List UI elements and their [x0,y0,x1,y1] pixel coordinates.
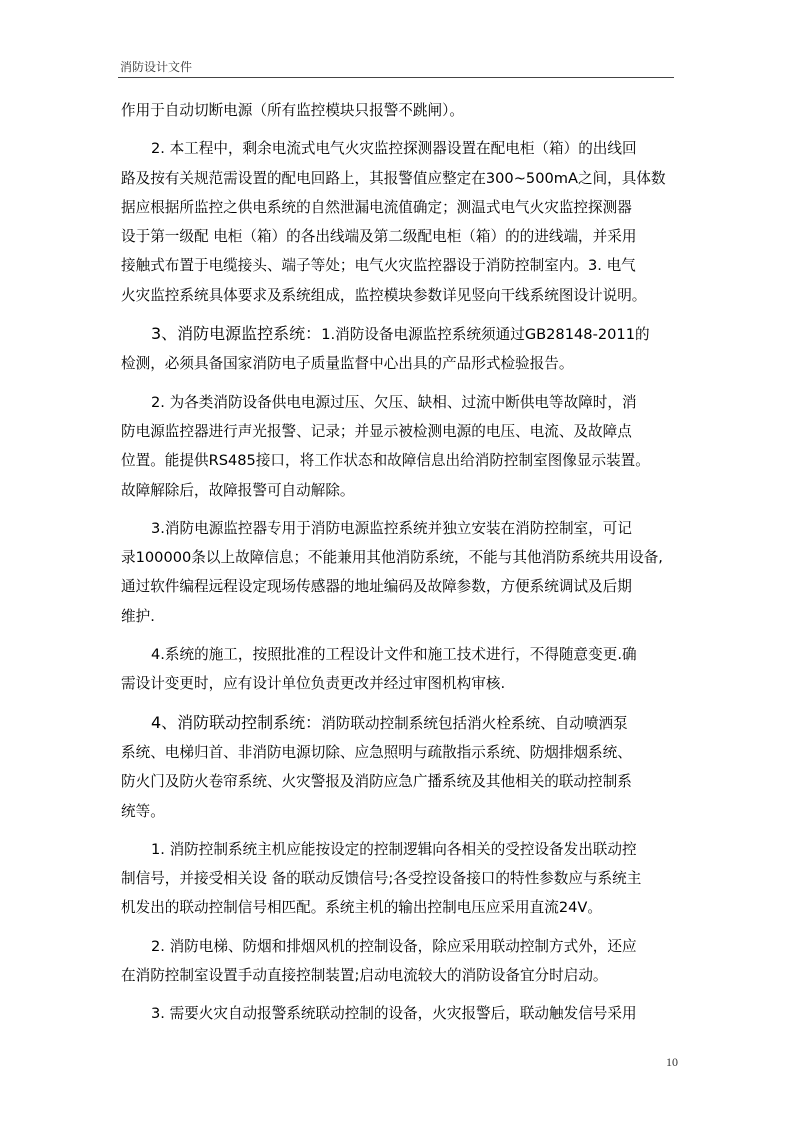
paragraph-line: 位置。能提供RS485接口，将工作状态和故障信息出给消防控制室图像显示装置。 [121,452,650,470]
paragraph-line: 2. 消防电梯、防烟和排烟风机的控制设备，除应采用联动控制方式外，还应 [151,937,637,955]
section-heading-line [121,319,677,349]
paragraph-line: 据应根据所监控之供电系统的自然泄漏电流值确定；测温式电气火灾监控探测器 [121,198,632,216]
header-title: 消防设计文件 [120,60,193,74]
section-heading-text: 1.消防设备电源监控系统须通过GB28148-2011的 [321,326,650,344]
page-number: 10 [666,1055,678,1069]
paragraph-line: 在消防控制室设置手动直接控制装置;启动电流较大的消防设备宜分时启动。 [121,967,608,985]
paragraph-line: 故障解除后，故障报警可自动解除。 [121,481,355,499]
document-body [121,96,677,1029]
paragraph-line: 防电源监控器进行声光报警、记录；并显示被检测电源的电压、电流、及故障点 [121,422,632,440]
paragraph-line: 设于第一级配 电柜（箱）的各出线端及第二级配电柜（箱）的的进线端，并采用 [121,228,637,246]
paragraph-line: 接触式布置于电缆接头、端子等处；电气火灾监控器设于消防控制室内。3. 电气 [121,257,636,275]
paragraph-line: 通过软件编程远程设定现场传感器的地址编码及故障参数，方便系统调试及后期 [121,578,632,596]
paragraph-line: 制信号，并接受相关设 备的联动反馈信号;各受控设备接口的特性参数应与系统主 [121,870,642,888]
paragraph-line: 2. 为各类消防设备供电电源过压、欠压、缺相、过流中断供电等故障时，消 [151,393,637,411]
header-divider [118,77,674,78]
paragraph-line: 统等。 [121,802,165,820]
paragraph-line: 3. 需要火灾自动报警系统联动控制的设备，火灾报警后，联动触发信号采用 [151,1005,637,1023]
paragraph-line: 检测，必须具备国家消防电子质量监督中心出具的产品形式检验报告。 [121,355,574,373]
paragraph-line: 1. 消防控制系统主机应能按设定的控制逻辑向各相关的受控设备发出联动控 [151,840,637,858]
section-heading-text: 消防联动控制系统包括消火栓系统、自动喷洒泵 [321,714,628,732]
paragraph-line: 录100000条以上故障信息；不能兼用其他消防系统，不能与其他消防系统共用设备, [121,549,663,567]
paragraph-line: 火灾监控系统具体要求及系统组成，监控模块参数详见竖向干线系统图设计说明。 [121,286,647,304]
paragraph-line: 3.消防电源监控器专用于消防电源监控系统并独立安装在消防控制室，可记 [151,519,632,537]
section-heading: 4、消防联动控制系统： [151,712,322,732]
paragraph-line: 路及按有关规范需设置的配电回路上，其报警值应整定在300~500mA之间，具体数 [121,169,666,187]
section-heading: 3、消防电源监控系统： [151,324,322,344]
paragraph-line: 系统、电梯归首、非消防电源切除、应急照明与疏散指示系统、防烟排烟系统、 [121,743,632,761]
paragraph-line: 作用于自动切断电源（所有监控模块只报警不跳闸）。 [121,102,464,119]
paragraph-line: 机发出的联动控制信号相匹配。系统主机的输出控制电压应采用直流24V。 [121,899,602,917]
paragraph-line: 2. 本工程中，剩余电流式电气火灾监控探测器设置在配电柜（箱）的出线回 [151,140,637,158]
paragraph-line: 需设计变更时，应有设计单位负责更改并经过审图机构审核. [121,675,506,693]
paragraph-line: 防火门及防火卷帘系统、火灾警报及消防应急广播系统及其他相关的联动控制系 [121,773,632,791]
section-heading-line [121,708,677,738]
paragraph-line: 4.系统的施工，按照批准的工程设计文件和施工技术进行，不得随意变更.确 [151,646,637,664]
paragraph-line: 维护. [121,607,155,625]
